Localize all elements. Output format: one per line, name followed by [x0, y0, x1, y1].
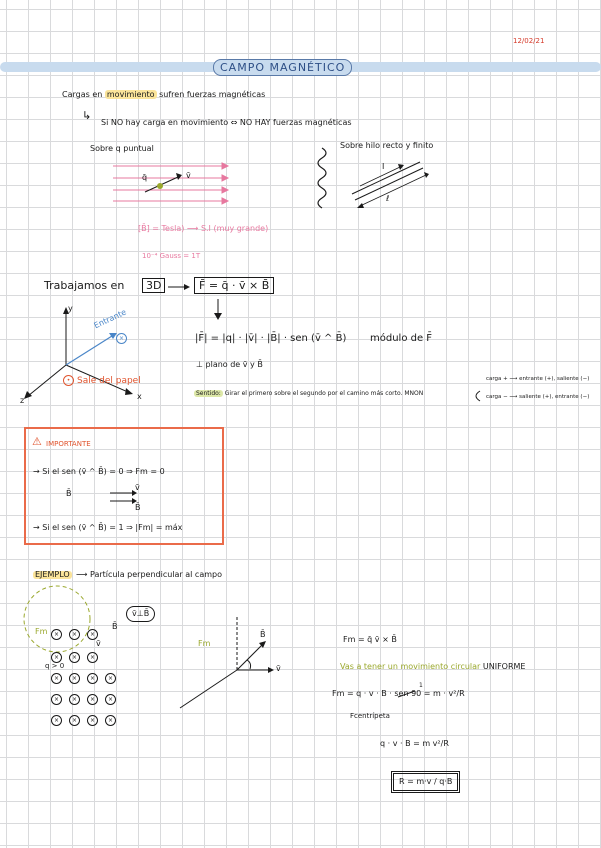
sentido-text: Girar el primero sobre el segundo por el camino más corto. MNON [224, 390, 424, 397]
ejemplo-fm2-label: Fm [198, 639, 211, 648]
cross-icon: × [105, 694, 116, 705]
result-box: R = m·v / q·B [393, 773, 458, 791]
cross-icon: × [87, 715, 98, 726]
hilo-label: Sobre hilo recto y finito [340, 141, 434, 150]
sentido-note [194, 391, 423, 397]
uniforme-text: UNIFORME [482, 662, 526, 671]
axis-z-label: z [20, 396, 25, 405]
cross-icon: × [51, 652, 62, 663]
importante-title: IMPORTANTE [46, 440, 91, 448]
ejemplo-q-label: q > 0 [45, 662, 65, 670]
circular-text: Vas a tener un movimiento circular [340, 662, 481, 671]
entrante-label: Entrante [92, 307, 128, 331]
cross-icon: × [105, 673, 116, 684]
puntual-label: Sobre q puntual [90, 144, 154, 153]
cross-icon: × [69, 694, 80, 705]
intro-pre: Cargas en [62, 90, 103, 99]
cross-icon: × [51, 715, 62, 726]
trabajamos-label: Trabajamos en [44, 279, 125, 292]
sen90-equals-one: 1 [419, 682, 423, 689]
cross-icon: × [51, 694, 62, 705]
entrante-cross-icon: × [116, 333, 127, 344]
cross-icon: × [51, 629, 62, 640]
q-label: q̄ [142, 173, 148, 182]
saliente-dot-icon: • [63, 375, 74, 386]
intro-line2: Si NO hay carga en movimiento ⇔ NO HAY fuerzas magnéticas [101, 118, 352, 127]
ejemplo-v-label: v̄ [96, 639, 101, 648]
modulo-formula: |F̄| = |q| · |v̄| · |B̄| · sen (v̄ ^ B̄) [195, 333, 347, 344]
units-line2: 10⁻⁴ Gauss = 1T [142, 252, 201, 260]
carga-positiva: carga + ⟶ entrante (+), saliente (−) [486, 376, 590, 382]
fcentripeta-label: Fcentrípeta [350, 712, 390, 720]
current-label: I [382, 162, 385, 171]
ejemplo-v2-label: v̄ [276, 664, 281, 673]
cross-icon: × [51, 673, 62, 684]
cross-icon: × [105, 715, 116, 726]
ejemplo-formula3: q · v · B = m v²/R [380, 739, 449, 748]
perpendicular-note: ⊥ plano de v̄ y B̄ [196, 360, 263, 369]
ejemplo-label: EJEMPLO [35, 570, 70, 579]
ejemplo-text: ⟶ Partícula perpendicular al campo [76, 570, 222, 579]
ejemplo-fm-label: Fm [35, 627, 48, 636]
sale-label: Sale del papel [77, 376, 141, 386]
length-label: ℓ [386, 194, 390, 203]
cross-icon: × [87, 652, 98, 663]
circular-line [340, 663, 526, 671]
intro-post: sufren fuerzas magnéticas [159, 90, 266, 99]
perp-box: v̄⊥B̄ [126, 606, 155, 622]
lorentz-formula: F̄ = q̄ · v̄ × B̄ [194, 277, 274, 294]
modulo-label: módulo de F̄ [370, 333, 433, 344]
cross-icon: × [87, 629, 98, 640]
arrow-down-right: ↳ [82, 109, 92, 122]
warning-icon: ⚠ [32, 435, 42, 448]
date: 12/02/21 [513, 37, 545, 45]
axis-x-label: x [137, 392, 142, 401]
importante-b2-label: B̄ [135, 503, 141, 512]
sentido-label: Sentido: [196, 390, 221, 397]
v-label: v̄ [186, 171, 191, 180]
cross-icon: × [69, 629, 80, 640]
axis-y-label: y [68, 304, 73, 313]
importante-line2: → Si el sen (v̄ ^ B̄) = 1 ⇒ |Fm| = máx [33, 523, 183, 532]
ejemplo-b-label: B̄ [112, 622, 118, 631]
cross-icon: × [69, 673, 80, 684]
carga-negativa: carga − ⟶ saliente (+), entrante (−) [486, 394, 590, 400]
importante-v-label: v̄ [135, 483, 140, 492]
intro-highlight: movimiento [106, 90, 155, 99]
ejemplo-formula1: Fm = q̄ v̄ × B̄ [343, 635, 397, 644]
ejemplo-b2-label: B̄ [260, 630, 266, 639]
cross-icon: × [69, 652, 80, 663]
importante-line1: → Si el sen (v̄ ^ B̄) = 0 ⇒ Fm = 0 [33, 467, 165, 476]
cross-icon: × [87, 673, 98, 684]
cross-icon: × [69, 715, 80, 726]
units-line1: [B̄] = Tesla) ⟶ S.I (muy grande) [138, 224, 269, 233]
cross-icon: × [87, 694, 98, 705]
importante-b-label: B̄ [66, 489, 72, 498]
ejemplo-formula2: Fm = q · v · B · sen 90 = m · v²/R [332, 689, 465, 698]
page-title: CAMPO MAGNÉTICO [213, 59, 352, 76]
box-3d: 3D [142, 278, 165, 293]
